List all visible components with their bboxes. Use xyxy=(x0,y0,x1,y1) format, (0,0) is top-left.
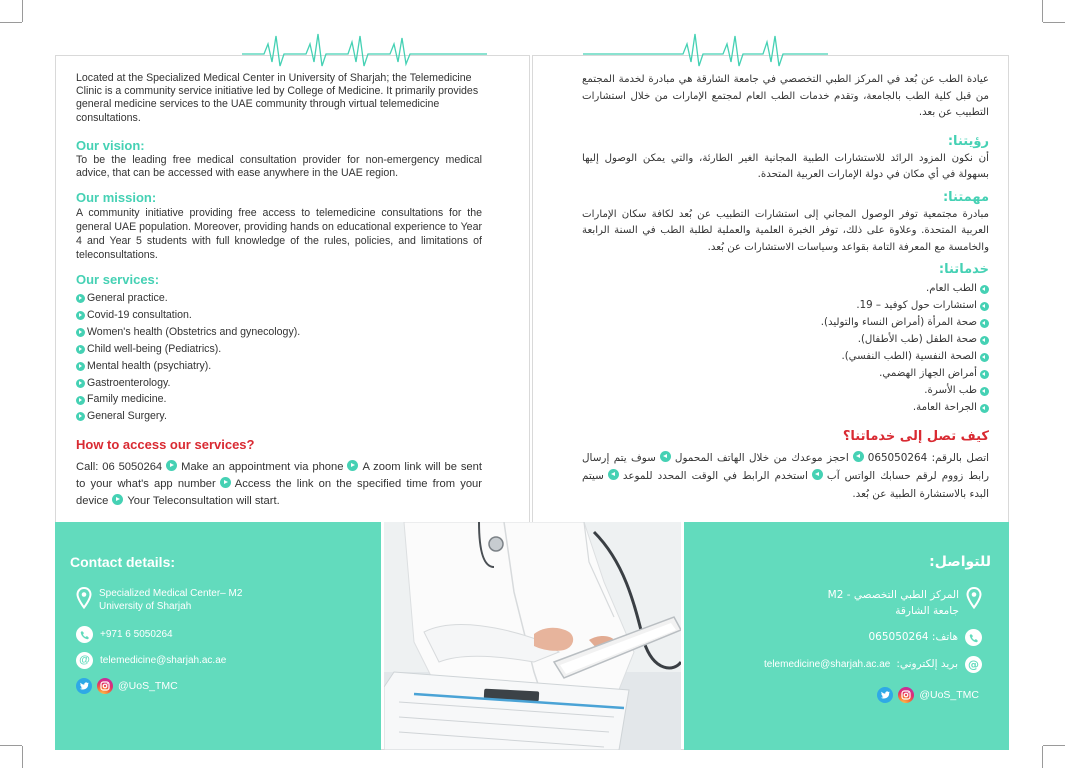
arrow-icon xyxy=(853,451,864,462)
bullet-arrow-icon xyxy=(980,319,989,328)
arrow-icon xyxy=(112,494,123,505)
bullet-arrow-icon xyxy=(980,285,989,294)
services-list-ar xyxy=(582,281,989,417)
bullet-arrow-icon xyxy=(980,302,989,311)
vision-text-ar: أن نكون المزود الرائد للاستشارات الطبية المجانية الغير الطارئة، والتي يمكن الوصول إليها بسهولة في أي مكان في دولة الإمارات العربية المتحدة. xyxy=(582,152,989,180)
access-steps: Call: 06 5050264 Make an appointment via phone A zoom link will be sent to your what's app number Access the link on the specified time from your device Your Teleconsultation will start. xyxy=(76,461,482,508)
vision-heading-ar: رؤيتنا: xyxy=(947,133,989,149)
arabic-content xyxy=(582,72,989,503)
list-item: Mental health (psychiatry). xyxy=(76,358,482,375)
phone-number[interactable]: +971 6 5050264 xyxy=(100,629,173,640)
services-heading-ar: خدماتنا: xyxy=(938,262,989,277)
phone-icon xyxy=(965,629,982,646)
crop-mark xyxy=(0,22,22,23)
access-steps-ar: اتصل بالرقم: 065050264احجز موعدك من خلال الهاتف المحمولسوف يتم إرسال رابط زووم لرقم حسابك الواتس آباستخدم الرابط في الوقت المحدد للموعدسيتم البدء بالاستشارة الطبية عن بُعد. xyxy=(582,452,989,500)
phone-row xyxy=(76,626,173,643)
location-pin-icon xyxy=(966,587,982,609)
list-item: Family medicine. xyxy=(76,392,482,409)
access-heading: How to access our services? xyxy=(76,437,255,453)
address-line-1: Specialized Medical Center– M2 xyxy=(99,588,243,599)
arrow-icon xyxy=(812,469,823,480)
arrow-icon xyxy=(166,460,177,471)
bullet-arrow-icon xyxy=(76,345,85,354)
crop-mark xyxy=(0,745,22,746)
list-item: صحة الطفل (طب الأطفال). xyxy=(582,332,989,349)
email-address-ar[interactable]: telemedicine@sharjah.ac.ae xyxy=(764,659,891,670)
doctor-photo xyxy=(384,522,681,750)
intro-paragraph: Located at the Specialized Medical Center in University of Sharjah; the Telemedicine Clinic is a community service initiative led by College of Medicine. It primarily provides general medicine services to the UAE community through virtual telemedicine consultations. xyxy=(76,72,479,124)
heartbeat-line-left xyxy=(242,30,487,70)
vision-heading: Our vision: xyxy=(76,137,145,153)
email-row-ar xyxy=(764,656,982,673)
location-pin-icon xyxy=(76,587,92,609)
list-item: طب الأسرة. xyxy=(582,383,989,400)
mission-text: A community initiative providing free access to telemedicine consultations for the general UAE population. Moreover, providing hands on educational experience to Year 4 and Year 5 students with full knowledge of the rules, policies, and limitations of teleconsultations. xyxy=(76,207,482,262)
contact-block-ar xyxy=(684,522,1009,750)
address-line-1-ar: المركز الطبي التخصصي - M2 xyxy=(827,589,959,601)
mission-heading-ar: مهمتنا: xyxy=(942,189,989,205)
list-item: Child well-being (Pediatrics). xyxy=(76,341,482,358)
bullet-arrow-icon xyxy=(76,396,85,405)
email-address[interactable]: telemedicine@sharjah.ac.ae xyxy=(100,655,227,666)
address-line-2-ar: جامعة الشارقة xyxy=(895,605,959,617)
services-list xyxy=(76,290,482,425)
mission-text-ar: مبادرة مجتمعية توفر الوصول المجاني إلى استشارات التطبيب عن بُعد لكافة سكان الإمارات العربية المتحدة. وعلاوة على ذلك، توفر الخبرة العلمية والعملية لطلبة الطب في السنة الرابعة والخامسة مع المعرفة التامة بقواعد وسياسات الاستشارات عن بُعد. xyxy=(582,208,989,253)
phone-number-ar[interactable]: هاتف: 065050264 xyxy=(868,631,958,643)
bullet-arrow-icon xyxy=(76,311,85,320)
bullet-arrow-icon xyxy=(980,336,989,345)
bullet-arrow-icon xyxy=(980,353,989,362)
contact-block-en xyxy=(55,522,381,750)
social-row xyxy=(76,678,178,694)
crop-mark xyxy=(22,746,23,768)
crop-mark xyxy=(22,0,23,22)
address-line-2: University of Sharjah xyxy=(99,601,192,612)
access-heading-ar: كيف تصل إلى خدماتنا؟ xyxy=(842,429,989,444)
bullet-arrow-icon xyxy=(980,387,989,396)
crop-mark xyxy=(1042,746,1043,768)
english-content xyxy=(76,72,482,510)
bullet-arrow-icon xyxy=(76,379,85,388)
email-row xyxy=(76,652,226,669)
list-item: الجراحة العامة. xyxy=(582,400,989,417)
list-item: General practice. xyxy=(76,290,482,307)
arrow-icon xyxy=(660,451,671,462)
crop-mark xyxy=(1043,745,1065,746)
arrow-icon xyxy=(608,469,619,480)
email-icon: @ xyxy=(965,656,982,673)
arrow-icon xyxy=(347,460,358,471)
bullet-arrow-icon xyxy=(76,328,85,337)
services-heading: Our services: xyxy=(76,272,160,288)
crop-mark xyxy=(1043,22,1065,23)
mission-heading: Our mission: xyxy=(76,190,157,206)
address-row xyxy=(76,587,242,613)
list-item: الطب العام. xyxy=(582,281,989,298)
bullet-arrow-icon xyxy=(980,404,989,413)
social-handle-ar[interactable]: @UoS_TMC xyxy=(919,688,979,701)
instagram-icon[interactable] xyxy=(97,678,113,694)
bullet-arrow-icon xyxy=(980,370,989,379)
intro-paragraph-ar: عيادة الطب عن بُعد في المركز الطبي التخصصي في جامعة الشارقة هي مبادرة لخدمة المجتمع من قبل كلية الطب بالجامعة، وتقدم خدمات الطب العام لمجتمع الإمارات من خلال استشارات التطبيب عن بعد. xyxy=(582,74,989,118)
list-item: Women's health (Obstetrics and gynecology). xyxy=(76,324,482,341)
address-row-ar xyxy=(828,587,982,619)
doctor-with-tablet-illustration xyxy=(384,522,681,750)
list-item: صحة المرأة (أمراض النساء والتوليد). xyxy=(582,315,989,332)
list-item: الصحة النفسية (الطب النفسي). xyxy=(582,349,989,366)
twitter-icon[interactable] xyxy=(877,687,893,703)
twitter-icon[interactable] xyxy=(76,678,92,694)
phone-row-ar xyxy=(868,629,982,646)
list-item: استشارات حول كوفيد – 19. xyxy=(582,298,989,315)
list-item: أمراض الجهاز الهضمي. xyxy=(582,366,989,383)
social-row-ar xyxy=(877,687,979,703)
instagram-icon[interactable] xyxy=(898,687,914,703)
social-handle[interactable]: @UoS_TMC xyxy=(118,679,178,692)
list-item: General Surgery. xyxy=(76,408,482,425)
heartbeat-line-right xyxy=(583,30,828,70)
bullet-arrow-icon xyxy=(76,412,85,421)
email-icon: @ xyxy=(76,652,93,669)
email-label-ar: بريد إلكتروني: xyxy=(896,658,958,670)
bullet-arrow-icon xyxy=(76,294,85,303)
contact-title: Contact details: xyxy=(70,554,176,570)
contact-title-ar: للتواصل: xyxy=(929,554,991,570)
vision-text: To be the leading free medical consultation provider for non-emergency medical advice, that can be accessed with ease anywhere in the UAE region. xyxy=(76,153,482,180)
list-item: Gastroenterology. xyxy=(76,375,482,392)
arrow-icon xyxy=(220,477,231,488)
crop-mark xyxy=(1042,0,1043,22)
bullet-arrow-icon xyxy=(76,362,85,371)
list-item: Covid-19 consultation. xyxy=(76,307,482,324)
phone-icon xyxy=(76,626,93,643)
